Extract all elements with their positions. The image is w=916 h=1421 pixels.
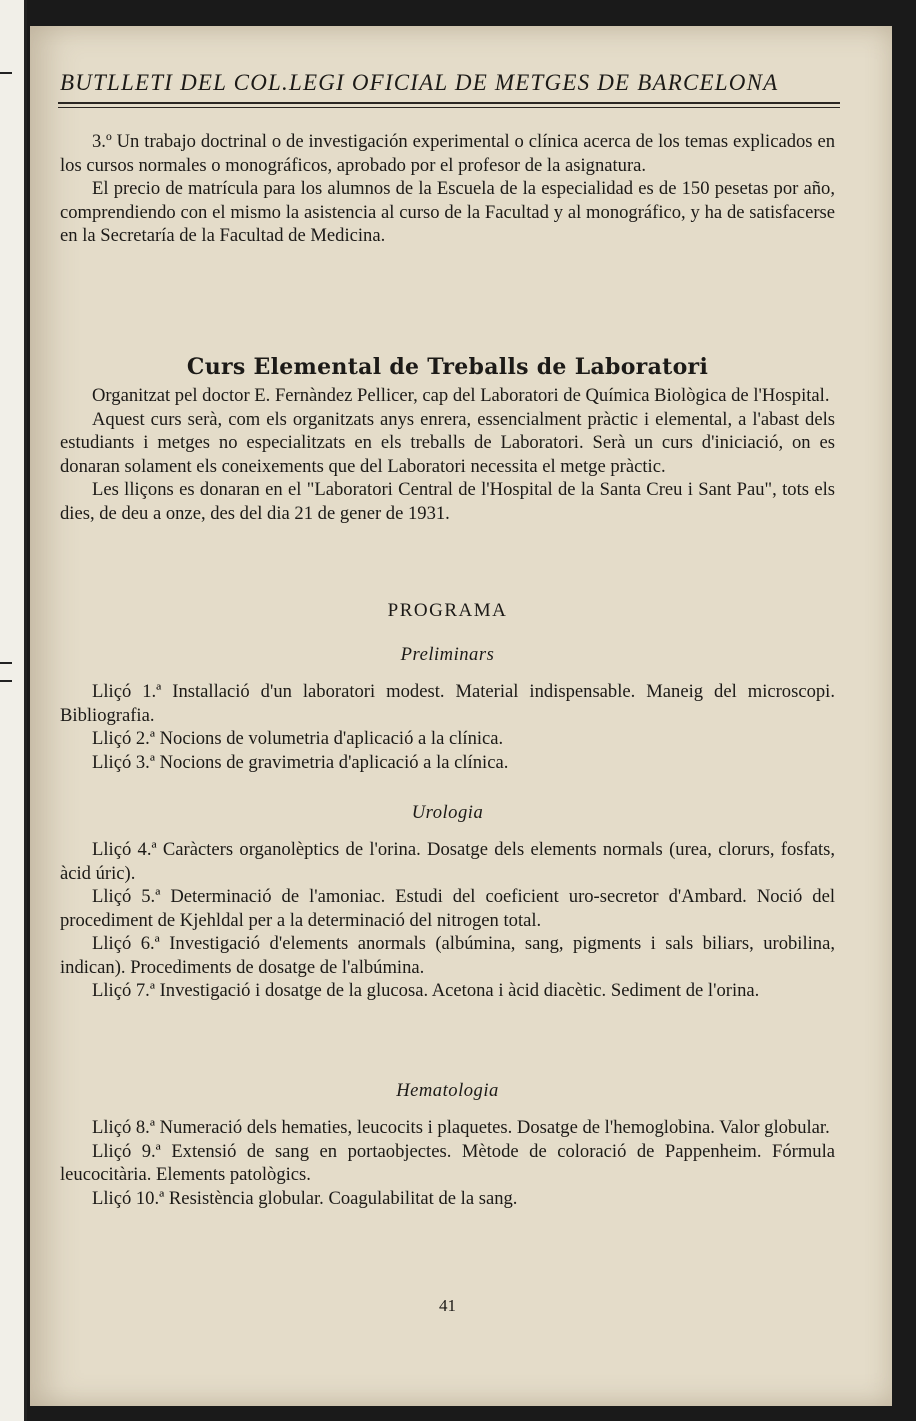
course-block — [60, 384, 835, 525]
course-paragraph: Les lliçons es donaran en el "Laboratori Central de l'Hospital de la Santa Creu i Sant Pau", tots els dies, de deu a onze, des del dia 21 de gener de 1931. — [60, 479, 835, 524]
section-title-urologia: Urologia — [411, 802, 484, 823]
lesson-item: Lliçó 10.ª Resistència globular. Coagulabilitat de la sang. — [92, 1187, 518, 1209]
course-paragraph: Organitzat pel doctor E. Fernàndez Pellicer, cap del Laboratori de Química Biològica de l'Hospital. — [92, 385, 830, 406]
program-heading: PROGRAMA — [387, 600, 508, 621]
binding-edge — [0, 0, 27, 1421]
lesson-item: Lliçó 6.ª Investigació d'elements anormals (albúmina, sang, pigments i sals biliars, urobilina, indican). Procediments de dosatge de l'albúmina. — [60, 933, 835, 978]
document-page — [30, 26, 892, 1406]
lesson-item: Lliçó 3.ª Nocions de gravimetria d'aplicació a la clínica. — [92, 751, 509, 773]
lesson-item: Lliçó 7.ª Investigació i dosatge de la glucosa. Acetona i àcid diacètic. Sediment de l'orina. — [92, 980, 760, 1001]
course-title: Curs Elemental de Treballs de Laboratori — [186, 354, 709, 380]
course-paragraph: Aquest curs serà, com els organitzats anys enrera, essencialment pràctic i elemental, a l'abast dels estudiants i metges no especialitzats en els treballs de Laboratori. Serà un curs d'iniciació, on es donaran solament els coneixements que del Laboratori necessita el metge pràctic. — [60, 408, 835, 477]
intro-paragraph: 3.º Un trabajo doctrinal o de investigación experimental o clínica acerca de los temas explicados en los cursos normales o monográficos, aprobado por el profesor de la asignatura. — [60, 131, 835, 176]
lesson-item: Lliçó 9.ª Extensió de sang en portaobjectes. Mètode de coloració de Pappenheim. Fórmula leucocitària. Elements patològics. — [60, 1140, 835, 1185]
intro-block — [60, 130, 835, 248]
lessons-preliminars — [60, 680, 835, 774]
lesson-item: Lliçó 5.ª Determinació de l'amoniac. Estudi del coeficient uro-secretor d'Ambard. Noció del procediment de Kjehldal per a la determinació del nitrogen total. — [60, 886, 835, 931]
binding-mark — [0, 72, 12, 74]
section-title-preliminars: Preliminars — [400, 644, 495, 665]
lesson-item: Lliçó 1.ª Installació d'un laboratori modest. Material indispensable. Maneig del microscopi. Bibliografia. — [60, 681, 835, 726]
section-title-hematologia: Hematologia — [396, 1080, 499, 1101]
intro-paragraph: El precio de matrícula para los alumnos de la Escuela de la especialidad es de 150 pesetas por año, comprendiendo con el mismo la asistencia al curso de la Facultad y al monográfico, y ha de satisfacerse en la Secretaría de la Facultad de Medicina. — [60, 178, 835, 246]
running-header: BUTLLETI DEL COL.LEGI OFICIAL DE METGES DE BARCELONA — [60, 70, 779, 95]
lessons-hematologia — [60, 1116, 835, 1210]
binding-mark — [0, 680, 12, 682]
page-number: 41 — [439, 1296, 456, 1315]
header-rule — [58, 102, 840, 104]
lesson-item: Lliçó 2.ª Nocions de volumetria d'aplicació a la clínica. — [92, 728, 504, 749]
binding-mark — [0, 662, 12, 664]
header-rule — [58, 107, 840, 108]
lessons-urologia — [60, 838, 835, 1003]
lesson-item: Lliçó 4.ª Caràcters organolèptics de l'orina. Dosatge dels elements normals (urea, clorurs, fosfats, àcid úric). — [60, 839, 835, 884]
lesson-item: Lliçó 8.ª Numeració dels hematies, leucocits i plaquetes. Dosatge de l'hemoglobina. Valor globular. — [92, 1117, 830, 1138]
